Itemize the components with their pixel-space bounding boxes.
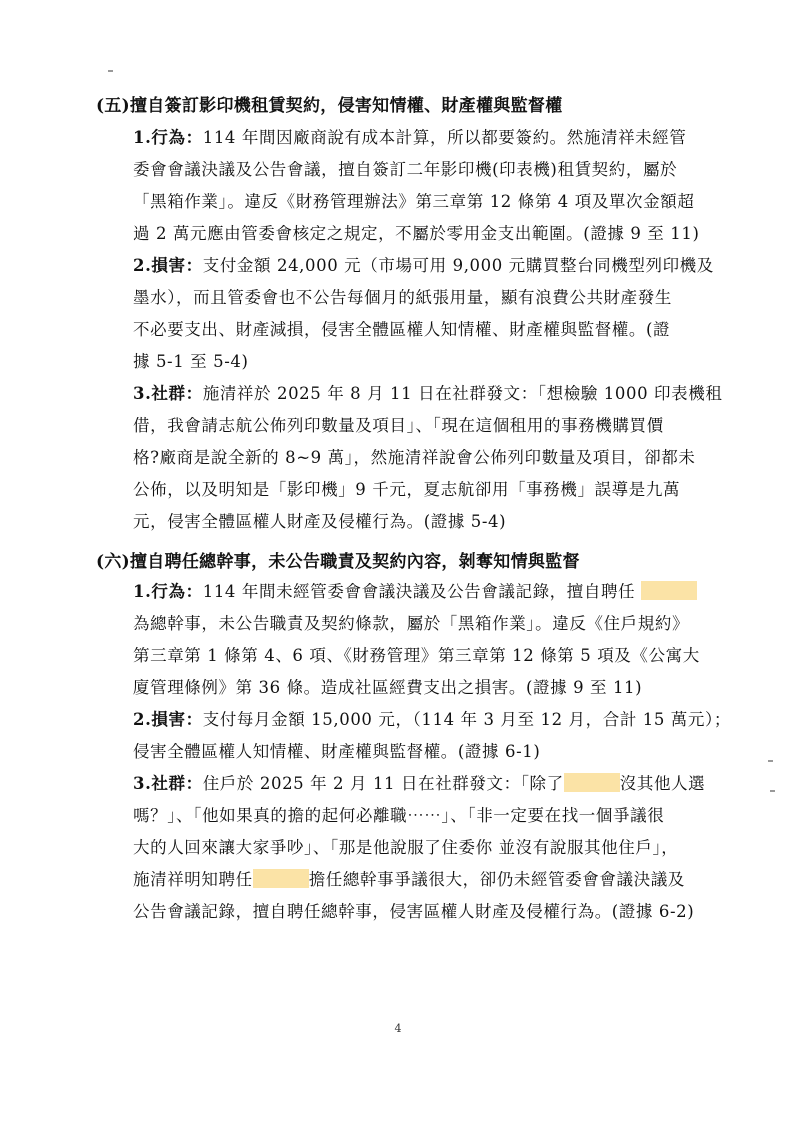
s6-social-line-2: 嗎？」、「他如果真的擔的起何必離職⋯⋯」、「非一定要在找一個爭議很 — [133, 806, 665, 825]
s6-damage-text: 支付每月金額 15,000 元，（114 年 3 月至 12 月，合計 15 萬元）； — [202, 710, 731, 729]
s5-social-line-4: 公佈，以及明知是「影印機」9 千元，夏志航卻用「事務機」誤導是九萬 — [133, 480, 681, 499]
s5-damage-line-3: 不必要支出、財產減損，侵害全體區權人知情權、財產權與監督權。(證 — [133, 320, 671, 339]
redacted-name — [253, 869, 309, 888]
s5-social-line-3: 格?廠商是說全新的 8~9 萬」，然施清祥說會公佈列印數量及項目，卻都未 — [133, 448, 696, 467]
page-number: 4 — [394, 1022, 402, 1035]
s5-act-label: 1.行為： — [133, 128, 203, 147]
s5-damage-line-1 — [133, 252, 714, 276]
s6-damage-label: 2.損害： — [133, 710, 203, 729]
s6-act-line-3: 第三章第 1 條第 4、6 項、《財務管理》第三章第 12 條第 5 項及《公寓大 — [133, 646, 700, 665]
s6-social-line-3: 大的人回來讓大家爭吵」、「那是他說服了住委你 並沒有說服其他住戶」， — [133, 838, 679, 857]
s6-social-line-4 — [133, 866, 685, 890]
s5-social-line-2: 借，我會請志航公佈列印數量及項目」、「現在這個租用的事務機購買價 — [133, 416, 664, 435]
s5-act-line-4: 過 2 萬元應由管委會核定之規定，不屬於零用金支出範圍。(證據 9 至 11) — [133, 224, 700, 243]
s6-social-text-c: 施清祥明知聘任 — [133, 870, 253, 889]
s5-act-line-1 — [133, 124, 686, 148]
s6-social-line-1 — [133, 770, 705, 794]
redacted-name — [641, 581, 697, 600]
section-5-heading: (五)擅自簽訂影印機租賃契約，侵害知情權、財產權與監督權 — [96, 96, 563, 116]
scan-speck — [770, 790, 775, 792]
s6-act-line-2: 為總幹事，未公告職責及契約條款，屬於「黑箱作業」。違反《住戶規約》 — [133, 614, 690, 633]
s5-act-text: 114 年間因廠商說有成本計算，所以都要簽約。然施清祥未經管 — [202, 128, 687, 147]
s6-act-text: 114 年間未經管委會會議決議及公告會議記錄，擅自聘任 — [202, 582, 636, 601]
section-6-heading: (六)擅自聘任總幹事，未公告職責及契約內容，剝奪知情與監督 — [96, 552, 580, 572]
scan-speck — [108, 70, 113, 72]
s6-social-line-5: 公告會議記錄，擅自聘任總幹事，侵害區權人財產及侵權行為。(證據 6-2) — [133, 902, 695, 921]
s5-damage-label: 2.損害： — [133, 256, 203, 275]
s6-social-text-a: 住戶於 2025 年 2 月 11 日在社群發文：「除了 — [202, 774, 564, 793]
s6-act-line-4: 廈管理條例》第 36 條。造成社區經費支出之損害。(證據 9 至 11) — [133, 678, 643, 697]
scan-speck — [768, 760, 773, 762]
s6-social-text-d: 擔任總幹事爭議很大，卻仍未經管委會會議決議及 — [308, 870, 685, 889]
s5-social-label: 3.社群： — [133, 384, 203, 403]
s5-damage-line-4: 據 5-1 至 5-4) — [133, 352, 249, 371]
s5-damage-text: 支付金額 24,000 元（市場可用 9,000 元購買整台同機型列印機及 — [202, 256, 714, 275]
s5-social-text: 施清祥於 2025 年 8 月 11 日在社群發文：「想檢驗 1000 印表機租 — [202, 384, 723, 403]
s6-damage-line-2: 侵害全體區權人知情權、財產權與監督權。(證據 6-1) — [133, 742, 541, 761]
s5-damage-line-2: 墨水），而且管委會也不公告每個月的紙張用量，顯有浪費公共財產發生 — [133, 288, 672, 307]
s6-damage-line-1 — [133, 706, 731, 730]
s5-act-line-3: 「黑箱作業」。違反《財務管理辦法》第三章第 12 條第 4 項及單次金額超 — [133, 192, 695, 211]
s6-social-label: 3.社群： — [133, 774, 203, 793]
s5-act-line-2: 委會會議決議及公告會議，擅自簽訂二年影印機(印表機)租賃契約，屬於 — [133, 160, 678, 179]
s6-act-label: 1.行為： — [133, 582, 203, 601]
redacted-name — [564, 773, 620, 792]
s5-social-line-5: 元，侵害全體區權人財產及侵權行為。(證據 5-4) — [133, 512, 507, 531]
s6-act-line-1 — [133, 578, 697, 602]
s5-social-line-1 — [133, 380, 722, 404]
s6-social-text-b: 沒其他人選 — [619, 774, 706, 793]
